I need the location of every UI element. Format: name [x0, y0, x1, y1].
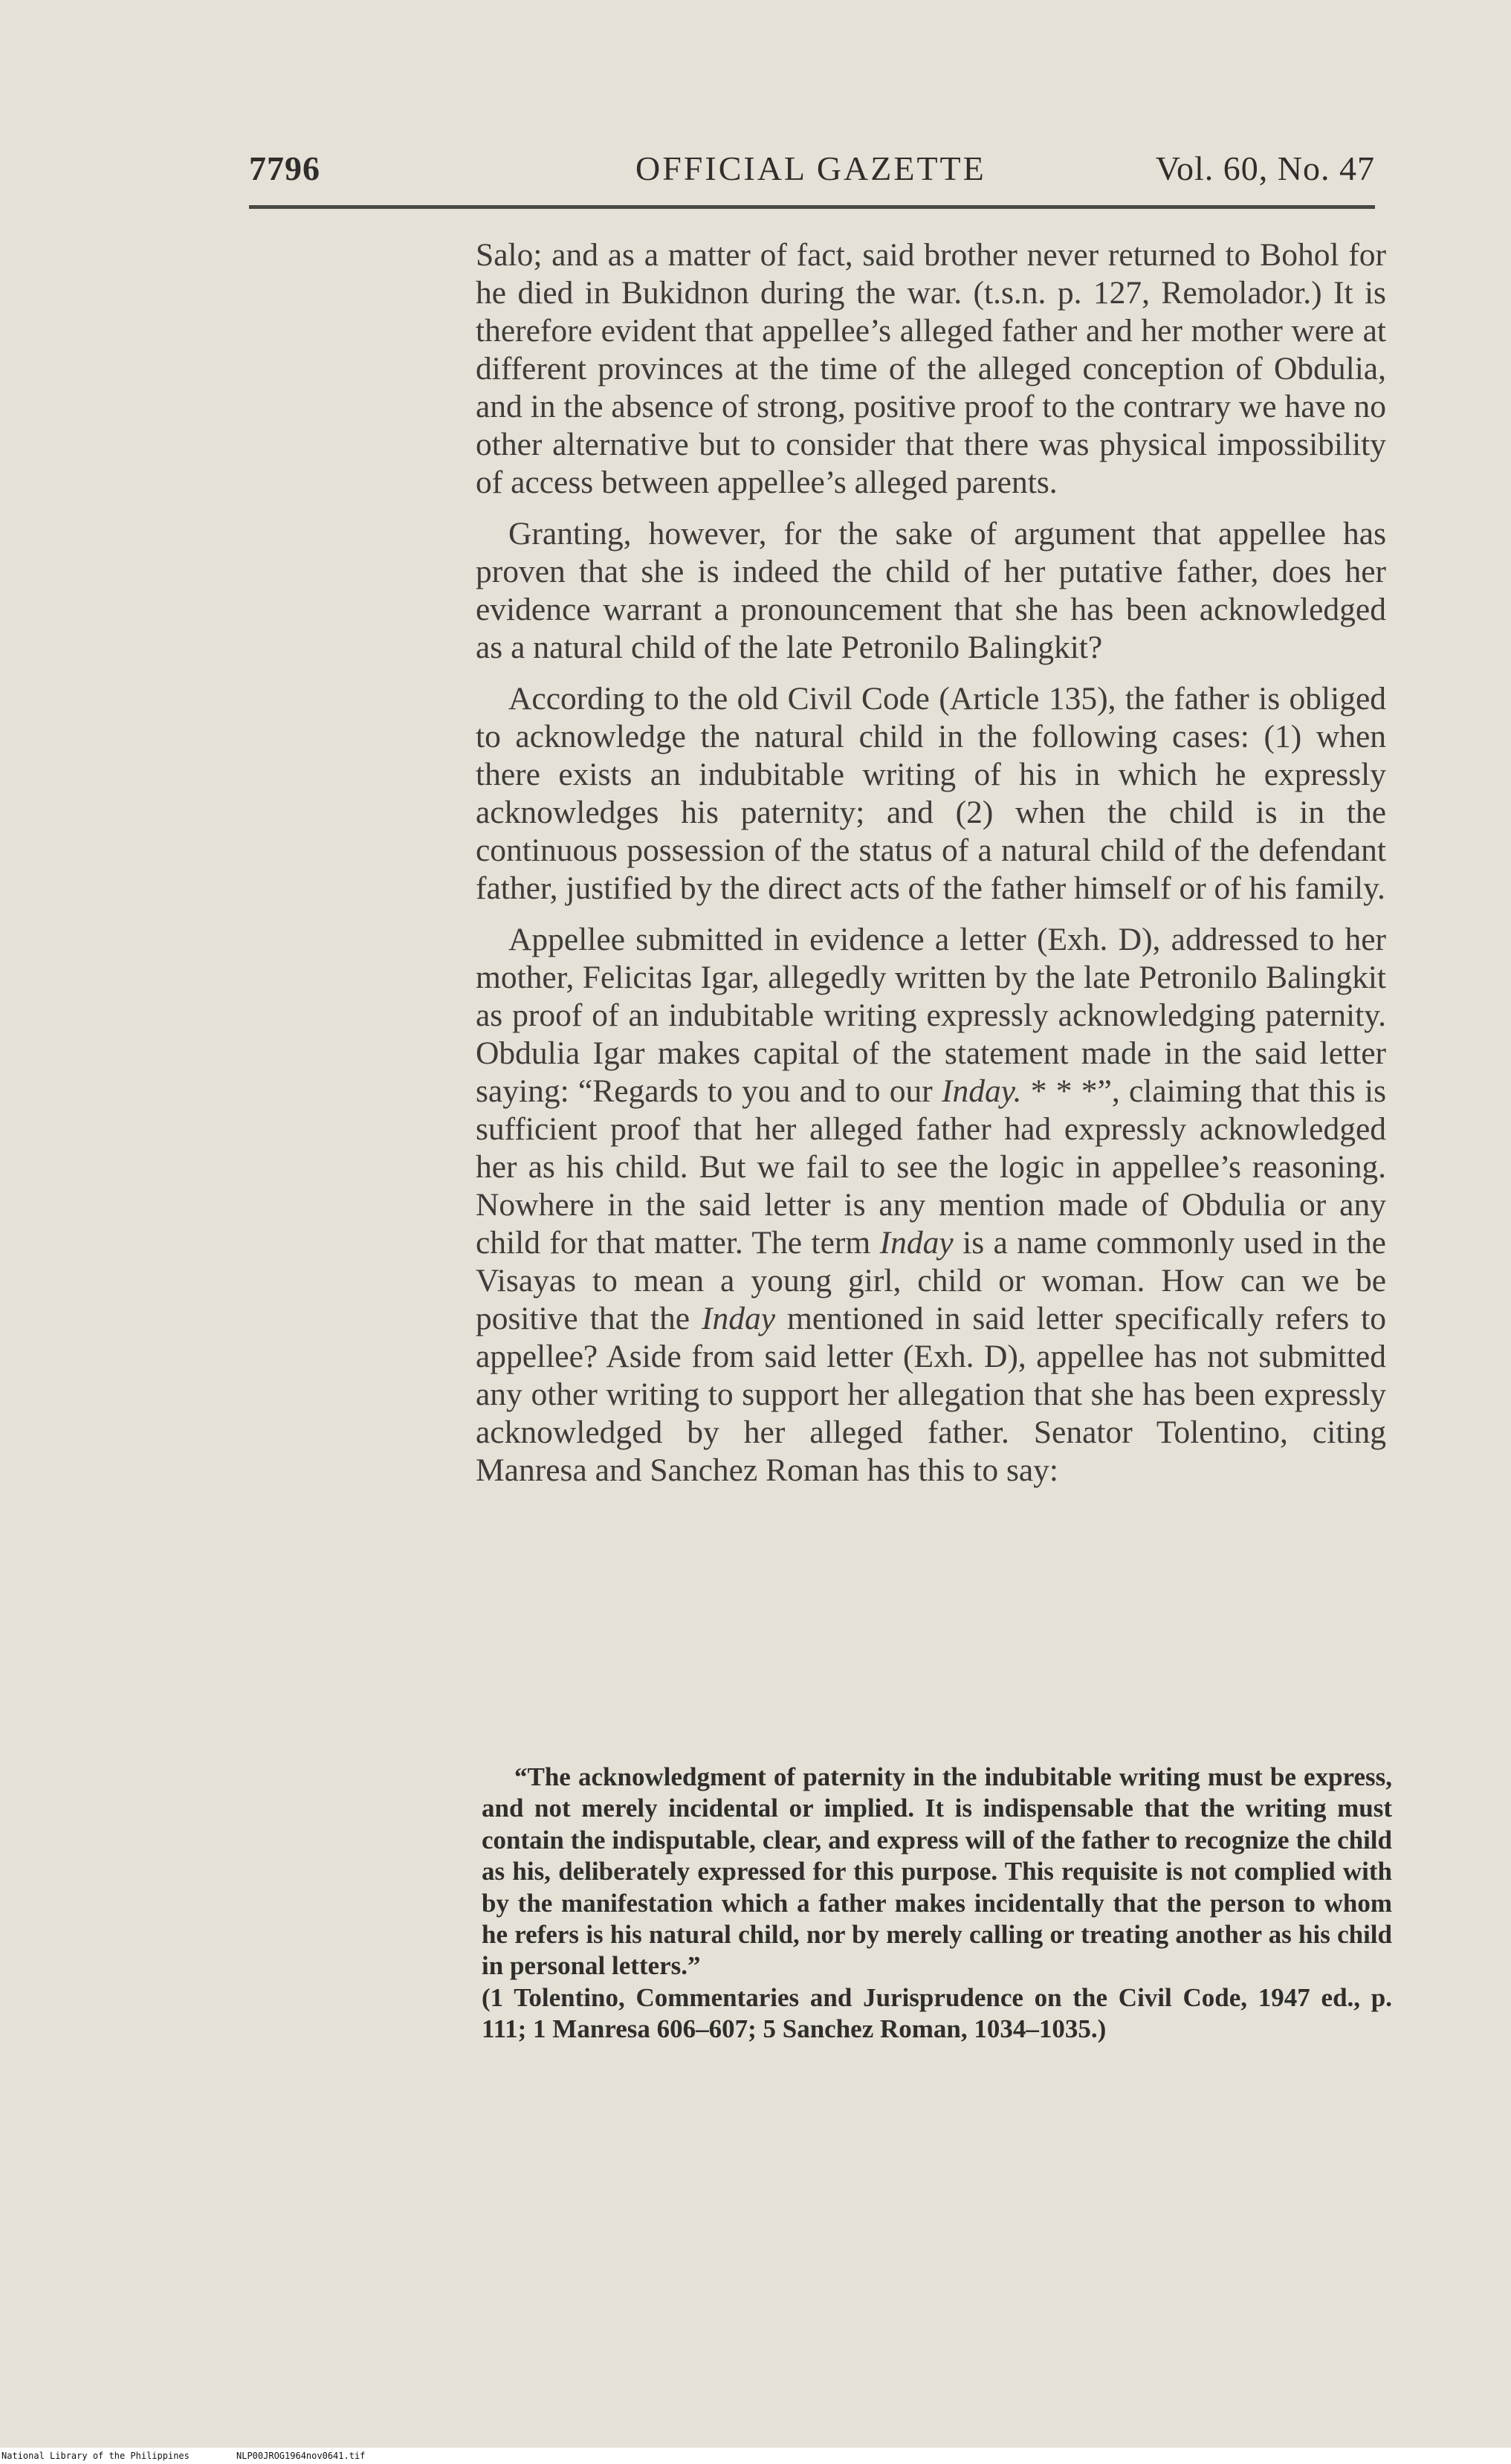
page-number: 7796: [249, 149, 320, 187]
paragraph: According to the old Civil Code (Article 135), the father is obliged to acknowledge the natural child in the following cases: (1) when there exists an indubitable writing of his in which he expressly acknowledges his paternity; and (2) when the child is in the continuous possession of the status of a natural child of the defendant father, justified by the direct acts of the father himself or of his family.: [476, 681, 1386, 906]
paragraph-letter-evidence: [476, 921, 1386, 1490]
italic-term: Inday: [702, 1301, 776, 1336]
library-credit: National Library of the Philippines: [1, 2451, 190, 2461]
quote-text: “The acknowledgment of paternity in the indubitable writing must be express, and not merely incidental or implied. It is indispensable that the writing must contain the indisputable, clear, and express will of the father to recognize the child as his, deliberately expressed for this purpose. This requisite is not complied with by the manifestation which a father makes incidentally that the person to whom he refers is his natural child, nor by merely calling or treating another as his child in personal letters.”: [482, 1762, 1392, 1981]
publication-title: OFFICIAL GAZETTE: [635, 149, 986, 187]
text-run: is a name commonly used in the Visayas to mean a young girl, child or woman. How can we be positive that the: [476, 1225, 1386, 1336]
italic-term: Inday.: [941, 1073, 1022, 1109]
text-run: * * *”, claiming that this is sufficient proof that her alleged father had expressly acknowledged her as his child. But we fail to see the logic in appellee’s reasoning. Nowhere in the said letter is any mention made of Obdulia or any child for that matter. The term: [476, 1073, 1386, 1261]
volume-issue: Vol. 60, No. 47: [1155, 149, 1375, 187]
block-quote: [482, 1762, 1392, 2046]
scan-filename: NLP00JROG1964nov0641.tif: [236, 2451, 366, 2461]
paragraph: Granting, however, for the sake of argument that appellee has proven that she is indeed the child of her putative father, does her evidence warrant a pronouncement that she has been acknowledged as a natural child of the late Petronilo Balingkit?: [476, 516, 1386, 665]
body-text: [476, 236, 1386, 1503]
scan-footer: [0, 2448, 1511, 2464]
text-run: Appellee submitted in evidence a letter (Exh. D), addressed to her mother, Felicitas Igar, allegedly written by the late Petronilo Balingkit as proof of an indubitable writing expressly acknowledging paternity. Obdulia Igar makes capital of the statement made in the said letter saying: “Regards to you and to our: [476, 922, 1386, 1109]
page-header: [249, 149, 1375, 201]
text-run: mentioned in said letter specifically refers to appellee? Aside from said letter (Exh. D), appellee has not submitted any other writing to support her allegation that she has been expressly acknowledged by her alleged father. Senator Tolentino, citing Manresa and Sanchez Roman has this to say:: [476, 1301, 1386, 1488]
quote-citation: (1 Tolentino, Commentaries and Jurisprudence on the Civil Code, 1947 ed., p. 111; 1 Manresa 606–607; 5 Sanchez Roman, 1034–1035.): [482, 1982, 1392, 2044]
italic-term: Inday: [879, 1225, 954, 1261]
paragraph: Salo; and as a matter of fact, said brother never returned to Bohol for he died in Bukidnon during the war. (t.s.n. p. 127, Remolador.) It is therefore evident that appellee’s alleged father and her mother were at different provinces at the time of the alleged conception of Obdulia, and in the absence of strong, positive proof to the contrary we have no other alternative but to consider that there was physical impossibility of access between appellee’s alleged parents.: [476, 237, 1386, 500]
header-rule: [249, 205, 1375, 209]
